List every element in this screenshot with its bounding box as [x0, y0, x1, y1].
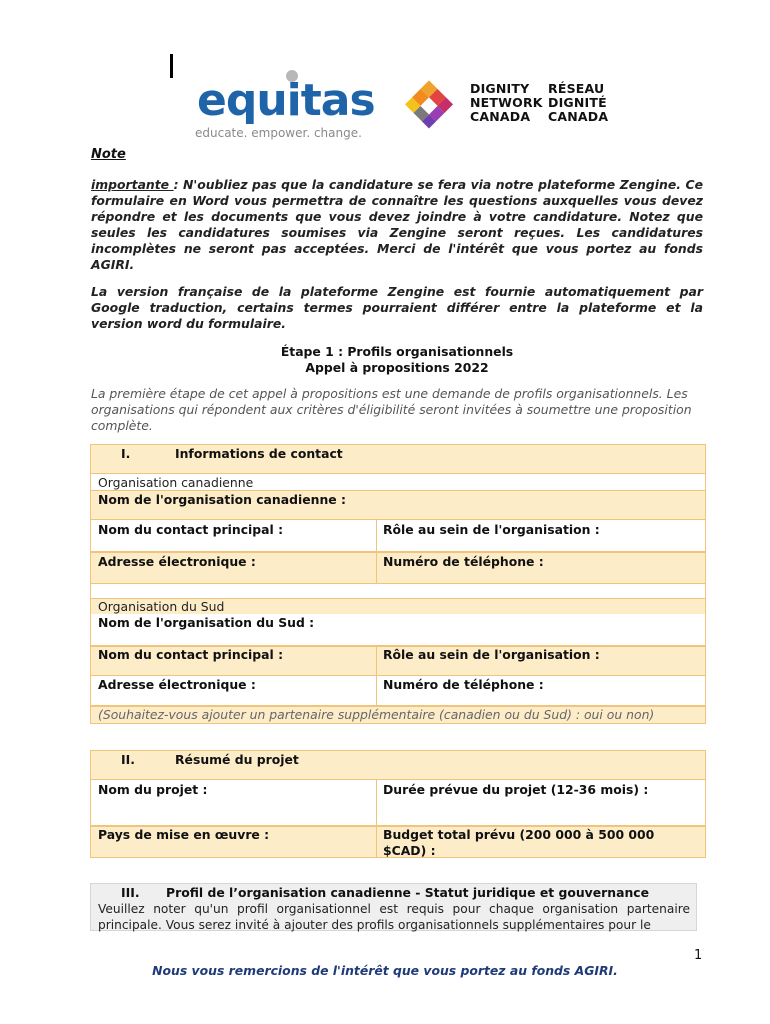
dignity-network-icon	[398, 72, 460, 134]
canadian-org-name-label: Nom de l'organisation canadienne :	[98, 492, 346, 507]
dignity-line: CANADA	[548, 109, 609, 124]
sud-org-name-label: Nom de l'organisation du Sud :	[98, 615, 315, 630]
sud-org-name-field[interactable]	[90, 614, 706, 646]
section-3-text: Veuillez noter qu'un profil organisationnel est requis pour chaque organisation partenaire principale. Vous serez invité à ajouter des profils organisationnels supplémentaires pour le	[98, 902, 690, 932]
canadian-email-label[interactable]: Adresse électronique :	[98, 554, 256, 569]
dignity-line: NETWORK	[470, 95, 543, 110]
section-2-number: II.	[121, 752, 135, 767]
column-divider	[376, 647, 377, 675]
note-lead: importante	[91, 177, 174, 192]
equitas-wordmark: equitas	[197, 75, 375, 126]
section-2-header	[90, 750, 706, 780]
dignity-line: RÉSEAU	[548, 81, 605, 96]
note-paragraph-2: La version française de la plateforme Zengine est fournie automatiquement par Google traduction, certains termes pourraient différer entre la plateforme et la version word du formulaire.	[91, 284, 703, 331]
canadian-contact-row	[90, 520, 706, 552]
sud-email-row	[90, 676, 706, 706]
canadian-role-label[interactable]: Rôle au sein de l'organisation :	[383, 522, 600, 537]
note-paragraph-1	[91, 177, 703, 273]
partner-question: (Souhaitez-vous ajouter un partenaire supplémentaire (canadien ou du Sud) : oui ou non)	[98, 707, 655, 722]
sud-org-label-row	[90, 598, 706, 614]
page-number: 1	[694, 948, 703, 963]
country-budget-row	[90, 826, 706, 858]
section-1-title: Informations de contact	[175, 446, 343, 461]
column-divider	[376, 520, 377, 552]
sud-org-label: Organisation du Sud	[98, 599, 225, 614]
canadian-contact-name-label[interactable]: Nom du contact principal :	[98, 522, 284, 537]
canadian-phone-label[interactable]: Numéro de téléphone :	[383, 554, 544, 569]
partner-question-row	[90, 706, 706, 724]
section-3-title: Profil de l’organisation canadienne - Statut juridique et gouvernance	[166, 885, 650, 900]
dignity-logo-text-fr	[548, 82, 608, 124]
sud-contact-row	[90, 646, 706, 676]
canadian-email-row	[90, 552, 706, 584]
canadian-org-name-field[interactable]	[90, 490, 706, 520]
footer-text: Nous vous remercions de l'intérêt que vous portez au fonds AGIRI.	[152, 963, 618, 978]
dignity-line: CANADA	[470, 109, 531, 124]
project-name-row	[90, 780, 706, 826]
section-3-number: III.	[121, 885, 140, 900]
column-divider	[376, 780, 377, 826]
sud-phone-label[interactable]: Numéro de téléphone :	[383, 677, 544, 692]
text-cursor	[170, 54, 173, 78]
project-name-label[interactable]: Nom du projet :	[98, 782, 208, 797]
equitas-tagline: educate. empower. change.	[195, 126, 362, 140]
budget-label[interactable]: Budget total prévu (200 000 à 500 000 $CAD) :	[383, 827, 655, 858]
sud-contact-name-label[interactable]: Nom du contact principal :	[98, 647, 284, 662]
canadian-org-label: Organisation canadienne	[98, 475, 254, 490]
sud-role-label[interactable]: Rôle au sein de l'organisation :	[383, 647, 600, 662]
section-1-header	[90, 444, 706, 474]
canadian-org-label-row	[90, 474, 706, 490]
dignity-line: DIGNITY	[470, 81, 530, 96]
sud-email-label[interactable]: Adresse électronique :	[98, 677, 256, 692]
step-intro: La première étape de cet appel à propositions est une demande de profils organisationnels. Les organisations qui répondent aux critères d'éligibilité seront invitées à soumettre une proposition complète.	[91, 386, 692, 433]
country-label[interactable]: Pays de mise en œuvre :	[98, 827, 270, 842]
note-body: : N'oubliez pas que la candidature se fera via notre plateforme Zengine. Ce formulaire en Word vous permettra de connaître les questions auxquelles vous devez répondre et les documents que vous devez joindre à votre candidature. Notez que seules les candidatures soumises via Zengine seront reçues. Les candidatures incomplètes ne seront pas acceptées. Merci de l'intérêt que vous portez au fonds AGIRI.	[91, 177, 703, 272]
section-2-title: Résumé du projet	[175, 752, 299, 767]
note-heading: Note	[91, 147, 126, 162]
column-divider	[376, 553, 377, 583]
step-subtitle: Appel à propositions 2022	[305, 360, 489, 375]
project-duration-label[interactable]: Durée prévue du projet (12-36 mois) :	[383, 782, 649, 797]
section-1-number: I.	[121, 446, 131, 461]
section-3-block	[90, 883, 697, 931]
equitas-logo	[193, 70, 375, 142]
step-title: Étape 1 : Profils organisationnels	[280, 344, 514, 359]
dignity-line: DIGNITÉ	[548, 95, 607, 110]
column-divider	[376, 827, 377, 857]
column-divider	[376, 676, 377, 706]
dignity-logo-text-en	[470, 82, 543, 124]
